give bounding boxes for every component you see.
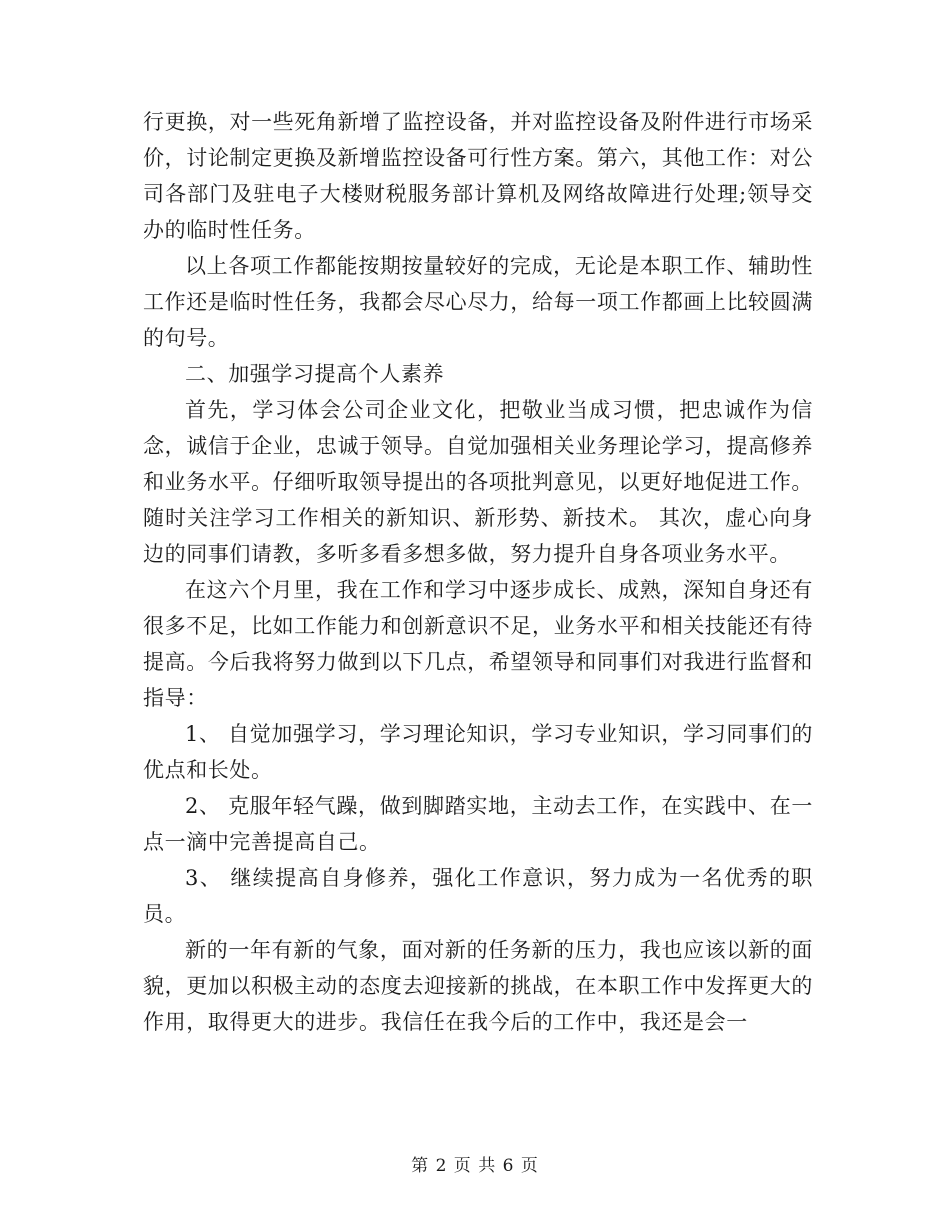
document-body — [143, 104, 813, 1040]
paragraph-3: 首先，学习体会公司企业文化，把敬业当成习惯，把忠诚作为信念，诚信于企业，忠诚于领导。自觉加强相关业务理论学习，提高修养和业务水平。仔细听取领导提出的各项批判意见，以更好地促进工作。随时关注学习工作相关的新知识、新形势、新技术。 其次，虚心向身边的同事们请教，多听多看多想多做，努力提升自身各项业务水平。 — [143, 398, 813, 566]
page-number-footer: 第 2 页 共 6 页 — [411, 1156, 539, 1176]
section-heading: 二、加强学习提高个人素养 — [185, 362, 445, 386]
paragraph-2: 以上各项工作都能按期按量较好的完成，无论是本职工作、辅助性工作还是临时性任务，我都会尽心尽力，给每一项工作都画上比较圆满的句号。 — [143, 254, 813, 350]
list-item-1: 1、 自觉加强学习，学习理论知识，学习专业知识，学习同事们的优点和长处。 — [143, 722, 813, 782]
list-item-2: 2、 克服年轻气躁，做到脚踏实地，主动去工作，在实践中、在一点一滴中完善提高自己。 — [143, 794, 813, 854]
paragraph-4: 在这六个月里，我在工作和学习中逐步成长、成熟，深知自身还有很多不足，比如工作能力和创新意识不足，业务水平和相关技能还有待提高。今后我将努力做到以下几点，希望领导和同事们对我进行监督和指导： — [143, 578, 813, 710]
paragraph-1: 行更换，对一些死角新增了监控设备，并对监控设备及附件进行市场采价，讨论制定更换及新增监控设备可行性方案。第六，其他工作：对公司各部门及驻电子大楼财税服务部计算机及网络故障进行处理;领导交办的临时性任务。 — [143, 110, 813, 242]
list-item-3: 3、 继续提高自身修养，强化工作意识，努力成为一名优秀的职员。 — [143, 866, 813, 926]
paragraph-5: 新的一年有新的气象，面对新的任务新的压力，我也应该以新的面貌，更加以积极主动的态度去迎接新的挑战，在本职工作中发挥更大的作用，取得更大的进步。我信任在我今后的工作中，我还是会一 — [143, 938, 813, 1034]
